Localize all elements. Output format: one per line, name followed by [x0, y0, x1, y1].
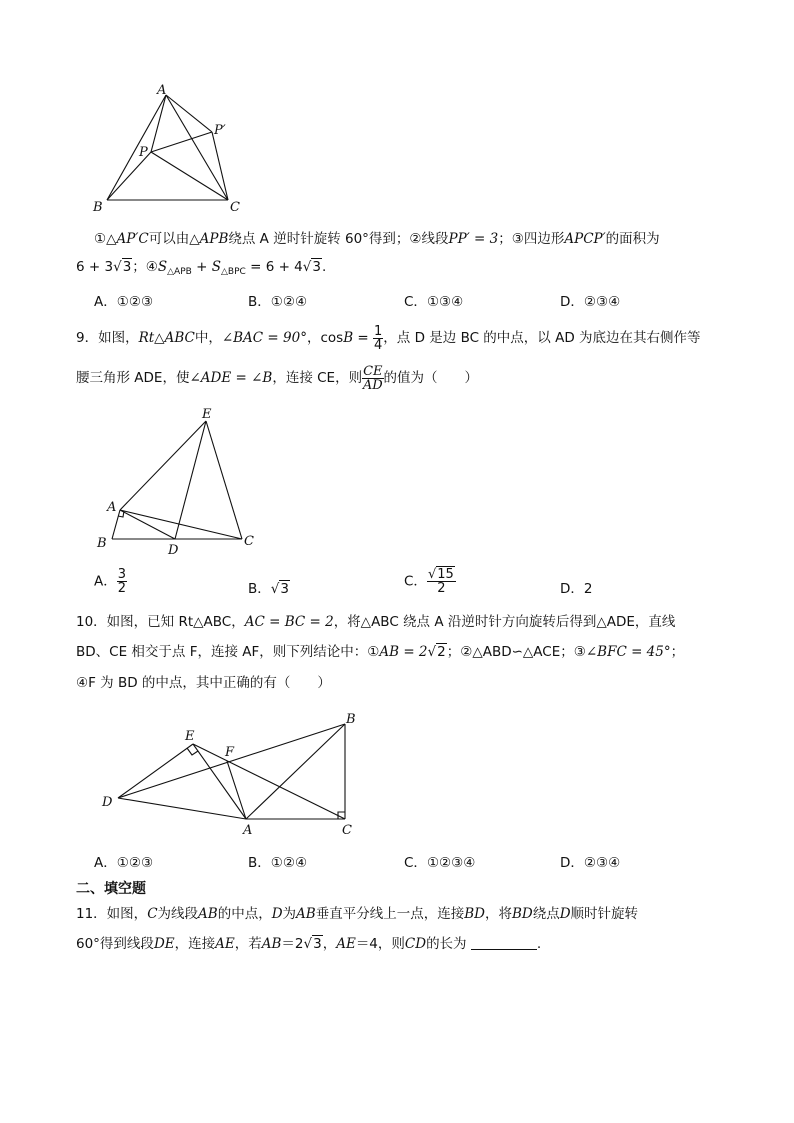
radical-sign: √: [303, 936, 313, 952]
figure-q10: [98, 708, 368, 843]
seg-EC: [206, 421, 242, 539]
label-C: C: [244, 534, 254, 549]
q10-stem-line1: 10．如图，已知 Rt△ABC，AC = BC = 2，将△ABC 绕点 A 沿逆时针方向旋转后得到△ADE，直线: [76, 614, 676, 630]
label-D: D: [168, 543, 179, 558]
fraction-ce-ad: $\frac{CE}{AD}$: [362, 363, 383, 393]
seg-AB: [246, 724, 345, 819]
seg-AD: [120, 510, 175, 539]
q8-option-b[interactable]: B．①②④: [248, 294, 308, 310]
radical-sign: √: [270, 581, 280, 597]
fraction-1-4: $\frac{1}{4}$: [374, 323, 383, 353]
radical-sign: √: [427, 644, 437, 660]
q10-stem-line3: ④F 为 BD 的中点，其中正确的有（ ）: [76, 675, 331, 691]
seg-PC: [151, 152, 228, 200]
section-title: 二、填空题: [76, 881, 146, 897]
label-P-prime: P′: [214, 123, 226, 138]
q8-option-d[interactable]: D．②③④: [560, 294, 621, 310]
q10-option-a[interactable]: A．①②③: [94, 855, 154, 871]
label-D: D: [102, 795, 113, 810]
q10-option-b[interactable]: B．①②④: [248, 855, 308, 871]
label-P: P: [139, 145, 148, 160]
seg-AP2: [166, 95, 212, 132]
seg-AB: [107, 95, 166, 200]
label-A: A: [107, 500, 117, 515]
q10-option-d[interactable]: D．②③④: [560, 855, 621, 871]
q11-stem-line2: 60°得到线段DE，连接AE，若AB＝2√3，AE＝4，则CD的长为 .: [76, 936, 542, 952]
label-A: A: [243, 823, 253, 838]
seg-AF: [227, 761, 246, 819]
seg-EA: [193, 744, 246, 819]
seg-AP: [151, 95, 166, 152]
label-E: E: [185, 729, 195, 744]
answer-blank[interactable]: [471, 935, 537, 950]
radical-sign: √: [427, 567, 437, 582]
q9-stem-line2: 腰三角形 ADE，使∠ADE = ∠B，连接 CE，则 $\frac{CE}{AD}$ 的值为（ ）: [76, 363, 479, 393]
label-F: F: [225, 745, 235, 760]
q10-option-c[interactable]: C．①②③④: [404, 855, 476, 871]
fraction-3-2: $\frac{3}{2}$: [117, 567, 127, 596]
label-C: C: [342, 823, 352, 838]
sqrt-3: 3: [122, 259, 132, 275]
label-A: A: [157, 83, 167, 98]
q9-option-a[interactable]: A． $\frac{3}{2}$: [94, 567, 127, 596]
q8-option-c[interactable]: C．①③④: [404, 294, 464, 310]
figure-q9: [92, 404, 267, 564]
label-B: B: [97, 536, 107, 551]
label-B: B: [93, 200, 103, 215]
q9-option-d[interactable]: D．2: [560, 581, 593, 597]
seg-AE: [120, 421, 206, 510]
fraction-sqrt15-2: $\frac{√15}{2}$: [427, 567, 454, 596]
label-E: E: [202, 407, 212, 422]
q9-option-c[interactable]: C． $\frac{√15}{2}$: [404, 567, 454, 596]
seg-ED: [175, 421, 206, 539]
seg-EC: [193, 744, 345, 819]
seg-DE: [118, 744, 193, 798]
seg-AC: [166, 95, 228, 200]
figure-q8: [88, 82, 248, 217]
q10-stem-line2: BD、CE 相交于点 F，连接 AF，则下列结论中：①AB = 2√2；②△ABD∽△ACE；③∠BFC = 45°；: [76, 644, 685, 660]
sqrt-2: 2: [437, 644, 446, 660]
q8-statements-line2: 6 + 3√3；$④S_{\triangle APB} + S_{\triangle BPC} = 6 + 4√3$.: [76, 259, 327, 277]
seg-P2C: [212, 132, 228, 200]
sqrt-3: 3: [313, 936, 322, 952]
label-C: C: [230, 200, 240, 215]
seg-DA: [118, 798, 246, 819]
seg-DB: [118, 724, 345, 798]
sqrt-3: 3: [312, 259, 321, 275]
radical-sign: √: [113, 259, 122, 275]
q11-stem-line1: 11．如图，C为线段AB的中点，D为AB垂直平分线上一点，连接BD，将BD绕点D顺时针旋转: [76, 906, 639, 922]
seg-PP2: [151, 132, 212, 152]
q9-option-b[interactable]: B．√3: [248, 581, 289, 597]
q8-option-a[interactable]: A．①②③: [94, 294, 154, 310]
q9-stem-line1: 9．如图，Rt△ABC中，∠BAC = 90°，cosB = $\frac{1}{4}$ ，点 D 是边 BC 的中点，以 AD 为底边在其右侧作等: [76, 323, 701, 353]
q8-statements-line1: ①△AP′C可以由△APB绕点 A 逆时针旋转 60°得到；②线段PP′ = 3；③四边形APCP′的面积为: [94, 231, 660, 247]
label-B: B: [346, 712, 356, 727]
sqrt-3: 3: [280, 581, 289, 597]
radical-sign: √: [302, 259, 312, 275]
